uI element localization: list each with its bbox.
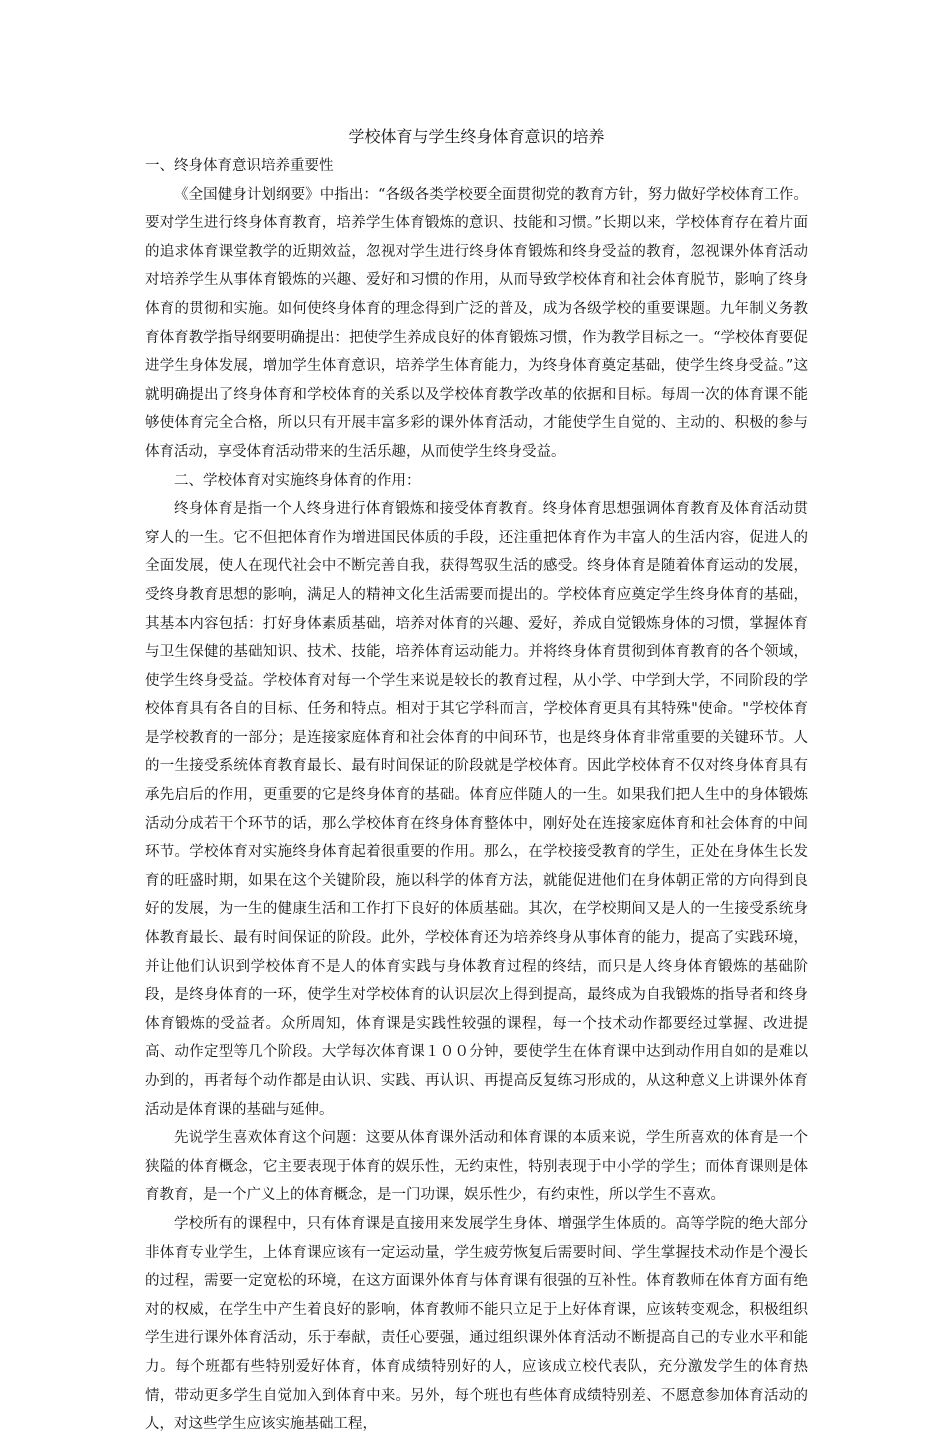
paragraph-section2-3: 学校所有的课程中，只有体育课是直接用来发展学生身体、增强学生体质的。高等学院的绝大部分非体育专业学生，上体育课应该有一定运动量，学生疲劳恢复后需要时间、学生掌握技术动作是个漫长的过程，需要一定宽松的环境，在这方面课外体育与体育课有很强的互补性。体育教师在体育方面有绝对的权威，在学生中产生着良好的影响，体育教师不能只立足于上好体育课，应该转变观念，积极组织学生进行课外体育活动，乐于奉献，责任心要强，通过组织课外体育活动不断提高自己的专业水平和能力。每个班都有些特别爱好体育，体育成绩特别好的人，应该成立校代表队，充分激发学生的体育热情，带动更多学生自觉加入到体育中来。另外，每个班也有些体育成绩特别差、不愿意参加体育活动的人，对这些学生应该实施基础工程， (145, 1215, 808, 1433)
section-heading-2: 二、学校体育对实施终身体育的作用： (174, 472, 421, 489)
paragraph-section1: 《全国健身计划纲要》中指出：“各级各类学校要全面贯彻党的教育方针，努力做好学校体育工作。要对学生进行终身体育教育，培养学生体育锻炼的意识、技能和习惯。”长期以来，学校体育存在着片面的追求体育课堂教学的近期效益，忽视对学生进行终身体育锻炼和终身受益的教育，忽视课外体育活动对培养学生从事体育锻炼的兴趣、爱好和习惯的作用，从而导致学校体育和社会体育脱节，影响了终身体育的贯彻和实施。如何使终身体育的理念得到广泛的普及，成为各级学校的重要课题。九年制义务教育体育教学指导纲要明确提出：把使学生养成良好的体育锻炼习惯，作为教学目标之一。“学校体育要促进学生身体发展，增加学生体育意识，培养学生体育能力，为终身体育奠定基础，使学生终身受益。”这就明确提出了终身体育和学校体育的关系以及学校体育教学改革的依据和目标。每周一次的体育课不能够使体育完全合格，所以只有开展丰富多彩的课外体育活动，才能使学生自觉的、主动的、积极的参与体育活动，享受体育活动带来的生活乐趣，从而使学生终身受益。 (145, 186, 808, 460)
paragraph-section2-1: 终身体育是指一个人终身进行体育锻炼和接受体育教育。终身体育思想强调体育教育及体育活动贯穿人的一生。它不但把体育作为增进国民体质的手段，还注重把体育作为丰富人的生活内容，促进人的全面发展，使人在现代社会中不断完善自我，获得驾驭生活的感受。终身体育是随着体育运动的发展，受终身教育思想的影响，满足人的精神文化生活需要而提出的。学校体育应奠定学生终身体育的基础，其基本内容包括：打好身体素质基础，培养对体育的兴趣、爱好，养成自觉锻炼身体的习惯，掌握体育与卫生保健的基础知识、技术、技能，培养体育运动能力。并将终身体育贯彻到体育教育的各个领域，使学生终身受益。学校体育对每一个学生来说是较长的教育过程，从小学、中学到大学，不同阶段的学校体育具有各自的目标、任务和特点。相对于其它学科而言，学校体育更具有其特殊"使命。"学校体育是学校教育的一部分；是连接家庭体育和社会体育的中间环节，也是终身体育非常重要的关键环节。人的一生接受系统体育教育最长、最有时间保证的阶段就是学校体育。因此学校体育不仅对终身体育具有承先启后的作用，更重要的它是终身体育的基础。体育应伴随人的一生。如果我们把人生中的身体锻炼活动分成若干个环节的话，那么学校体育在终身体育整体中，刚好处在连接家庭体育和社会体育的中间环节。学校体育对实施终身体育起着很重要的作用。那么，在学校接受教育的学生，正处在身体生长发育的旺盛时期，如果在这个关键阶段，施以科学的体育方法，就能促进他们在身体朝正常的方向得到良好的发展，为一生的健康生活和工作打下良好的体质基础。其次，在学校期间又是人的一生接受系统身体教育最长、最有时间保证的阶段。此外，学校体育还为培养终身从事体育的能力，提高了实践环境，并让他们认识到学校体育不是人的体育实践与身体教育过程的终结，而只是人终身体育锻炼的基础阶段，是终身体育的一环，使学生对学校体育的认识层次上得到提高，最终成为自我锻炼的指导者和终身体育锻炼的受益者。众所周知，体育课是实践性较强的课程，每一个技术动作都要经过掌握、改进提高、动作定型等几个阶段。大学每次体育课１００分钟，要使学生在体育课中达到动作用自如的是难以办到的，再者每个动作都是由认识、实践、再认识、再提高反复练习形成的，从这种意义上讲课外体育活动是体育课的基础与延伸。 (145, 501, 808, 1118)
document-title: 学校体育与学生终身体育意识的培养 (348, 127, 605, 146)
document-body (145, 122, 808, 1439)
section-heading-1: 一、终身体育意识培养重要性 (145, 158, 334, 174)
paragraph-section2-2: 先说学生喜欢体育这个问题：这要从体育课外活动和体育课的本质来说，学生所喜欢的体育是一个狭隘的体育概念，它主要表现于体育的娱乐性，无约束性，特别表现于中小学的学生；而体育课则是体育教育，是一个广义上的体育概念，是一门功课，娱乐性少，有约束性，所以学生不喜欢。 (145, 1130, 808, 1204)
